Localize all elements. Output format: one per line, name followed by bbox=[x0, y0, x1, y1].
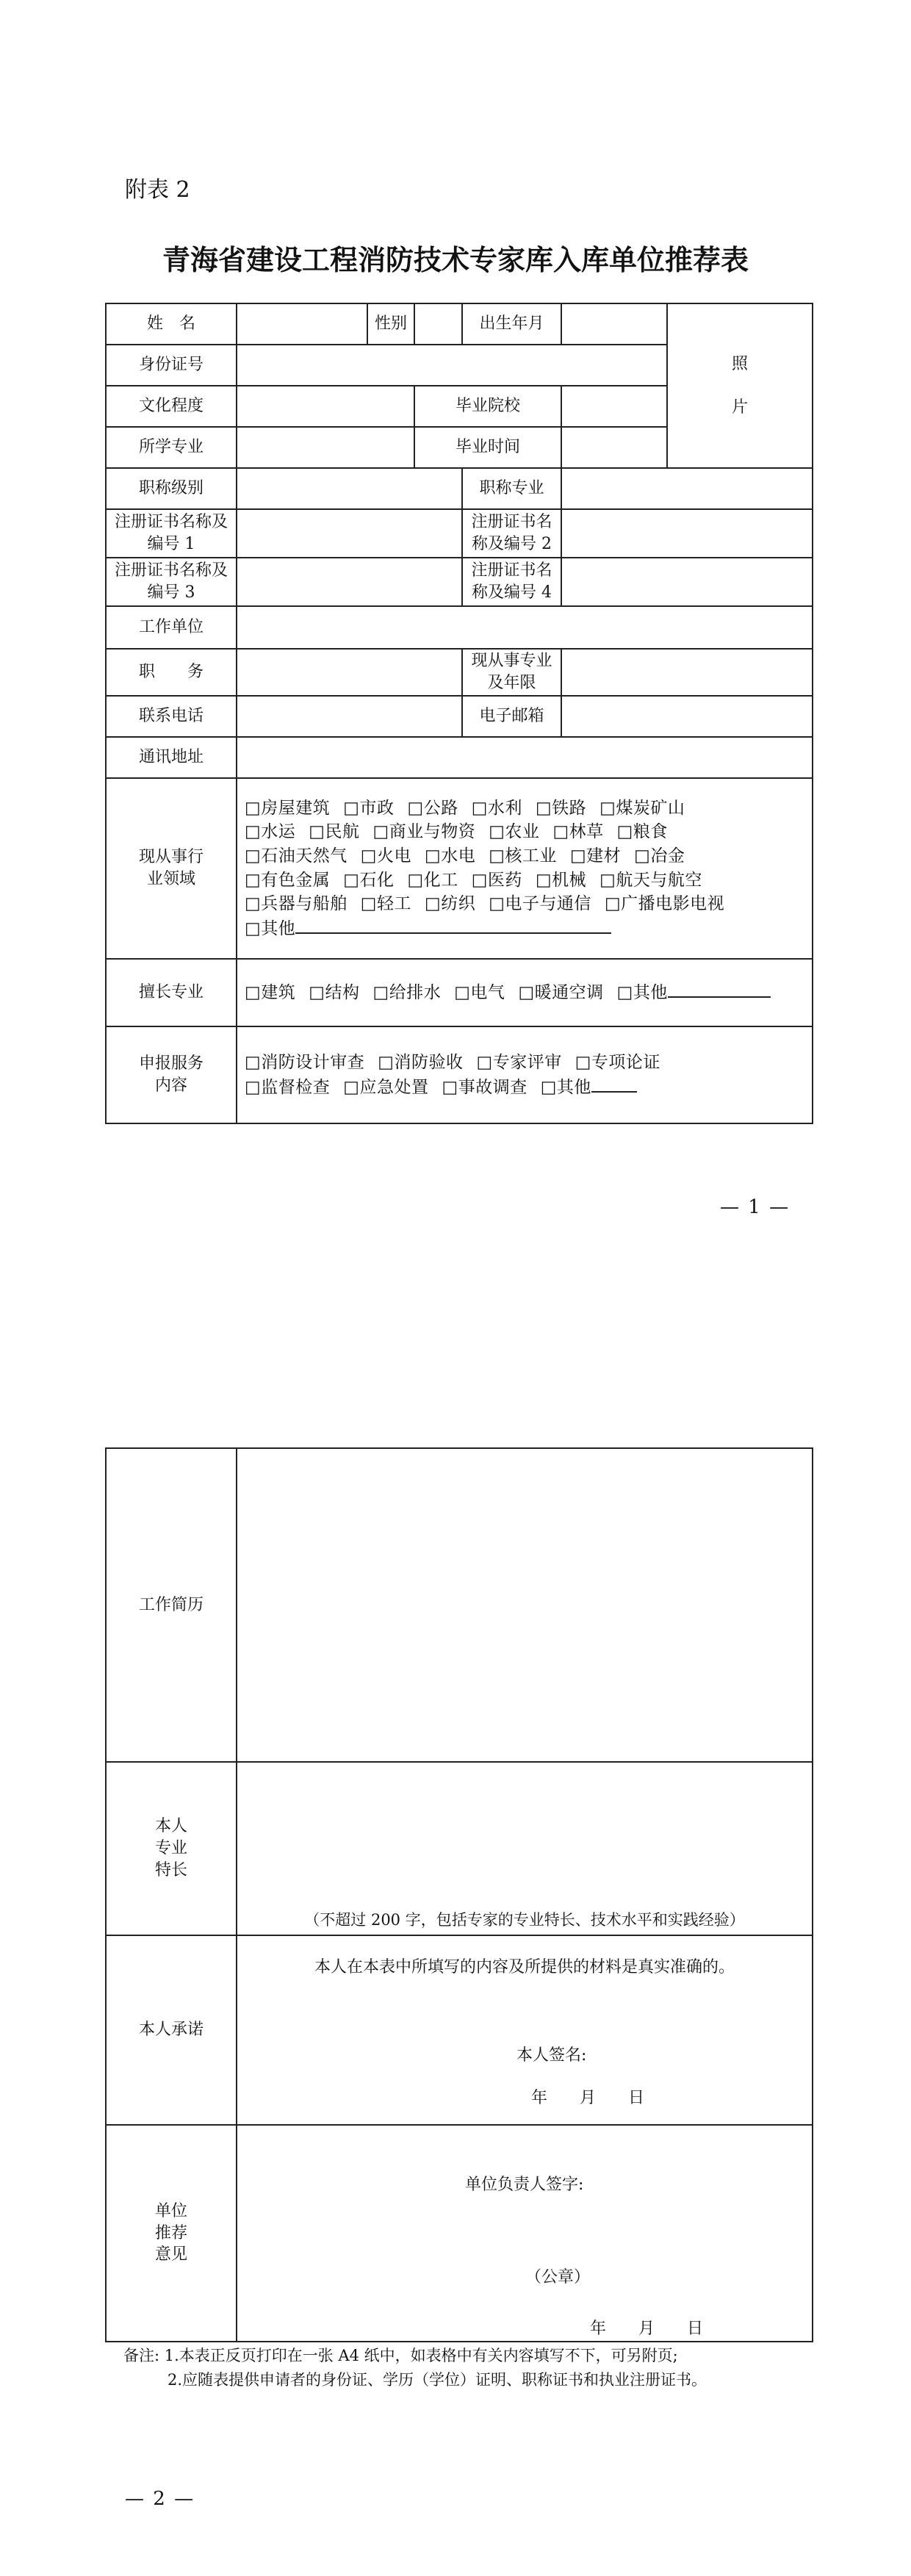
industry-option-highway[interactable]: □公路 bbox=[407, 798, 458, 818]
email-label: 电子邮箱 bbox=[462, 696, 561, 737]
industry-option-petroleum[interactable]: □石油天然气 bbox=[245, 846, 348, 866]
industry-other-input-line[interactable] bbox=[295, 916, 611, 934]
school-label: 毕业院校 bbox=[414, 386, 561, 427]
cert4-label: 注册证书名称及编号 4 bbox=[462, 558, 561, 606]
work-unit-label: 工作单位 bbox=[106, 606, 237, 649]
industry-row bbox=[245, 844, 804, 868]
page-number-2: — 2 — bbox=[125, 2488, 195, 2510]
specialty-options bbox=[237, 959, 813, 1026]
specialty-other-input-line[interactable] bbox=[668, 980, 771, 998]
industry-row bbox=[245, 796, 804, 821]
service-option-accident-investigation[interactable]: □事故调查 bbox=[442, 1077, 527, 1097]
major-field[interactable] bbox=[237, 427, 414, 468]
form-title: 青海省建设工程消防技术专家库入库单位推荐表 bbox=[162, 243, 749, 276]
address-label: 通讯地址 bbox=[106, 737, 237, 778]
industry-option-hydropower[interactable]: □水电 bbox=[424, 846, 476, 866]
photo-box[interactable] bbox=[667, 303, 813, 468]
grad-time-label: 毕业时间 bbox=[414, 427, 561, 468]
industry-option-medicine[interactable]: □医药 bbox=[471, 870, 522, 890]
industry-option-textile[interactable]: □纺织 bbox=[424, 894, 476, 914]
industry-option-thermal-power[interactable]: □火电 bbox=[360, 846, 411, 866]
cert4-field[interactable] bbox=[561, 558, 813, 606]
industry-row bbox=[245, 868, 804, 893]
official-seal-label: （公章） bbox=[525, 2268, 591, 2287]
service-option-acceptance[interactable]: □消防验收 bbox=[378, 1052, 464, 1072]
service-option-expert-review[interactable]: □专家评审 bbox=[476, 1052, 562, 1072]
email-field[interactable] bbox=[561, 696, 813, 737]
industry-option-electronics[interactable]: □电子与通信 bbox=[489, 894, 591, 914]
pledge-text: 本人在本表中所填写的内容及所提供的材料是真实准确的。 bbox=[314, 1958, 735, 1976]
industry-row bbox=[245, 892, 804, 916]
industry-option-broadcast[interactable]: □广播电影电视 bbox=[604, 894, 725, 914]
service-label: 申报服务内容 bbox=[106, 1026, 237, 1123]
specialty-option-architecture[interactable]: □建筑 bbox=[245, 983, 296, 1003]
title-major-field[interactable] bbox=[561, 468, 813, 509]
industry-row bbox=[245, 916, 804, 941]
expertise-note: （不超过 200 字，包括专家的专业特长、技术水平和实践经验） bbox=[304, 1910, 745, 1929]
industry-option-ordnance[interactable]: □兵器与船舶 bbox=[245, 894, 348, 914]
phone-label: 联系电话 bbox=[106, 696, 237, 737]
work-history-field[interactable] bbox=[237, 1448, 813, 1762]
cert2-field[interactable] bbox=[561, 509, 813, 558]
id-label: 身份证号 bbox=[106, 345, 237, 386]
industry-option-light-industry[interactable]: □轻工 bbox=[360, 894, 411, 914]
specialty-option-plumbing[interactable]: □给排水 bbox=[372, 983, 442, 1003]
school-field[interactable] bbox=[561, 386, 667, 427]
footnote-line-1: 备注: 1.本表正反页打印在一张 A4 纸中，如表格中有关内容填写不下，可另附页; bbox=[123, 2347, 678, 2364]
pledge-cell bbox=[237, 1935, 813, 2125]
unit-signature-label: 单位负责人签字: bbox=[465, 2176, 584, 2194]
birth-field[interactable] bbox=[561, 303, 667, 345]
service-option-emergency[interactable]: □应急处置 bbox=[343, 1077, 429, 1097]
recommendation-form-page2 bbox=[105, 1447, 813, 2342]
appendix-label: 附表 2 bbox=[125, 177, 190, 203]
cert1-field[interactable] bbox=[237, 509, 462, 558]
industry-option-grain[interactable]: □粮食 bbox=[616, 822, 668, 842]
id-field[interactable] bbox=[237, 345, 667, 386]
industry-option-municipal[interactable]: □市政 bbox=[343, 798, 395, 818]
cert3-field[interactable] bbox=[237, 558, 462, 606]
industry-option-petrochemical[interactable]: □石化 bbox=[343, 870, 395, 890]
major-label: 所学专业 bbox=[106, 427, 237, 468]
pledge-label: 本人承诺 bbox=[106, 1935, 237, 2125]
service-row bbox=[245, 1075, 804, 1100]
current-field-label: 现从事专业及年限 bbox=[462, 649, 561, 696]
cert1-label: 注册证书名称及编号 1 bbox=[106, 509, 237, 558]
specialty-option-other[interactable]: □其他 bbox=[616, 983, 668, 1003]
industry-row bbox=[245, 820, 804, 844]
industry-option-agriculture[interactable]: □农业 bbox=[489, 822, 540, 842]
footnote-line-2: 2.应随表提供申请者的身份证、学历（学位）证明、职称证书和执业注册证书。 bbox=[168, 2371, 707, 2389]
work-unit-field[interactable] bbox=[237, 606, 813, 649]
unit-recommend-label: 单位推荐意见 bbox=[106, 2125, 237, 2342]
position-label: 职 务 bbox=[106, 649, 237, 696]
specialty-option-electrical[interactable]: □电气 bbox=[454, 983, 505, 1003]
title-level-label: 职称级别 bbox=[106, 468, 237, 509]
signature-date: 年 月 日 bbox=[531, 2089, 645, 2107]
name-label: 姓 名 bbox=[106, 303, 237, 345]
service-option-other[interactable]: □其他 bbox=[540, 1077, 591, 1097]
service-other-input-line[interactable] bbox=[591, 1075, 637, 1093]
industry-option-machinery[interactable]: □机械 bbox=[535, 870, 587, 890]
industry-option-railway[interactable]: □铁路 bbox=[535, 798, 587, 818]
address-field[interactable] bbox=[237, 737, 813, 778]
specialty-option-hvac[interactable]: □暖通空调 bbox=[518, 983, 604, 1003]
gender-field[interactable] bbox=[414, 303, 462, 345]
title-level-field[interactable] bbox=[237, 468, 462, 509]
industry-label: 现从事行业领域 bbox=[106, 778, 237, 959]
edu-label: 文化程度 bbox=[106, 386, 237, 427]
industry-option-forestry[interactable]: □林草 bbox=[552, 822, 604, 842]
cert3-label: 注册证书名称及编号 3 bbox=[106, 558, 237, 606]
industry-option-metallurgy[interactable]: □冶金 bbox=[634, 846, 685, 866]
expertise-field[interactable] bbox=[237, 1762, 813, 1935]
industry-option-commerce[interactable]: □商业与物资 bbox=[372, 822, 476, 842]
photo-char-2: 片 bbox=[731, 398, 748, 417]
service-option-special-demonstration[interactable]: □专项论证 bbox=[575, 1052, 660, 1072]
name-field[interactable] bbox=[237, 303, 367, 345]
grad-time-field[interactable] bbox=[561, 427, 667, 468]
industry-options bbox=[237, 778, 813, 959]
industry-option-housing[interactable]: □房屋建筑 bbox=[245, 798, 331, 818]
recommendation-form-page1 bbox=[105, 303, 813, 1124]
industry-option-aerospace[interactable]: □航天与航空 bbox=[599, 870, 702, 890]
industry-option-coal-mining[interactable]: □煤炭矿山 bbox=[599, 798, 685, 818]
industry-option-nuclear[interactable]: □核工业 bbox=[489, 846, 557, 866]
current-field-field[interactable] bbox=[561, 649, 813, 696]
edu-field[interactable] bbox=[237, 386, 414, 427]
birth-label: 出生年月 bbox=[462, 303, 561, 345]
title-major-label: 职称专业 bbox=[462, 468, 561, 509]
phone-field[interactable] bbox=[237, 696, 462, 737]
photo-char-1: 照 bbox=[731, 354, 748, 373]
industry-option-water-conservancy[interactable]: □水利 bbox=[471, 798, 522, 818]
unit-date: 年 月 日 bbox=[590, 2320, 704, 2338]
industry-option-nonferrous[interactable]: □有色金属 bbox=[245, 870, 331, 890]
signature-label: 本人签名: bbox=[516, 2046, 587, 2065]
industry-option-water-transport[interactable]: □水运 bbox=[245, 822, 296, 842]
expertise-label: 本人专业特长 bbox=[106, 1762, 237, 1935]
unit-recommend-cell bbox=[237, 2125, 813, 2342]
page-number-1: — 1 — bbox=[720, 1196, 791, 1218]
industry-option-building-materials[interactable]: □建材 bbox=[569, 846, 622, 866]
specialty-option-structure[interactable]: □结构 bbox=[309, 983, 360, 1003]
service-options bbox=[237, 1026, 813, 1123]
service-option-design-review[interactable]: □消防设计审查 bbox=[245, 1052, 365, 1072]
industry-option-chemical[interactable]: □化工 bbox=[407, 870, 458, 890]
service-row bbox=[245, 1051, 804, 1075]
specialty-label: 擅长专业 bbox=[106, 959, 237, 1026]
cert2-label: 注册证书名称及编号 2 bbox=[462, 509, 561, 558]
gender-label: 性别 bbox=[367, 303, 414, 345]
industry-option-other[interactable]: □其他 bbox=[245, 918, 296, 938]
industry-option-civil-aviation[interactable]: □民航 bbox=[309, 822, 360, 842]
position-field[interactable] bbox=[237, 649, 462, 696]
service-option-inspection[interactable]: □监督检查 bbox=[245, 1077, 331, 1097]
work-history-label: 工作简历 bbox=[106, 1448, 237, 1762]
